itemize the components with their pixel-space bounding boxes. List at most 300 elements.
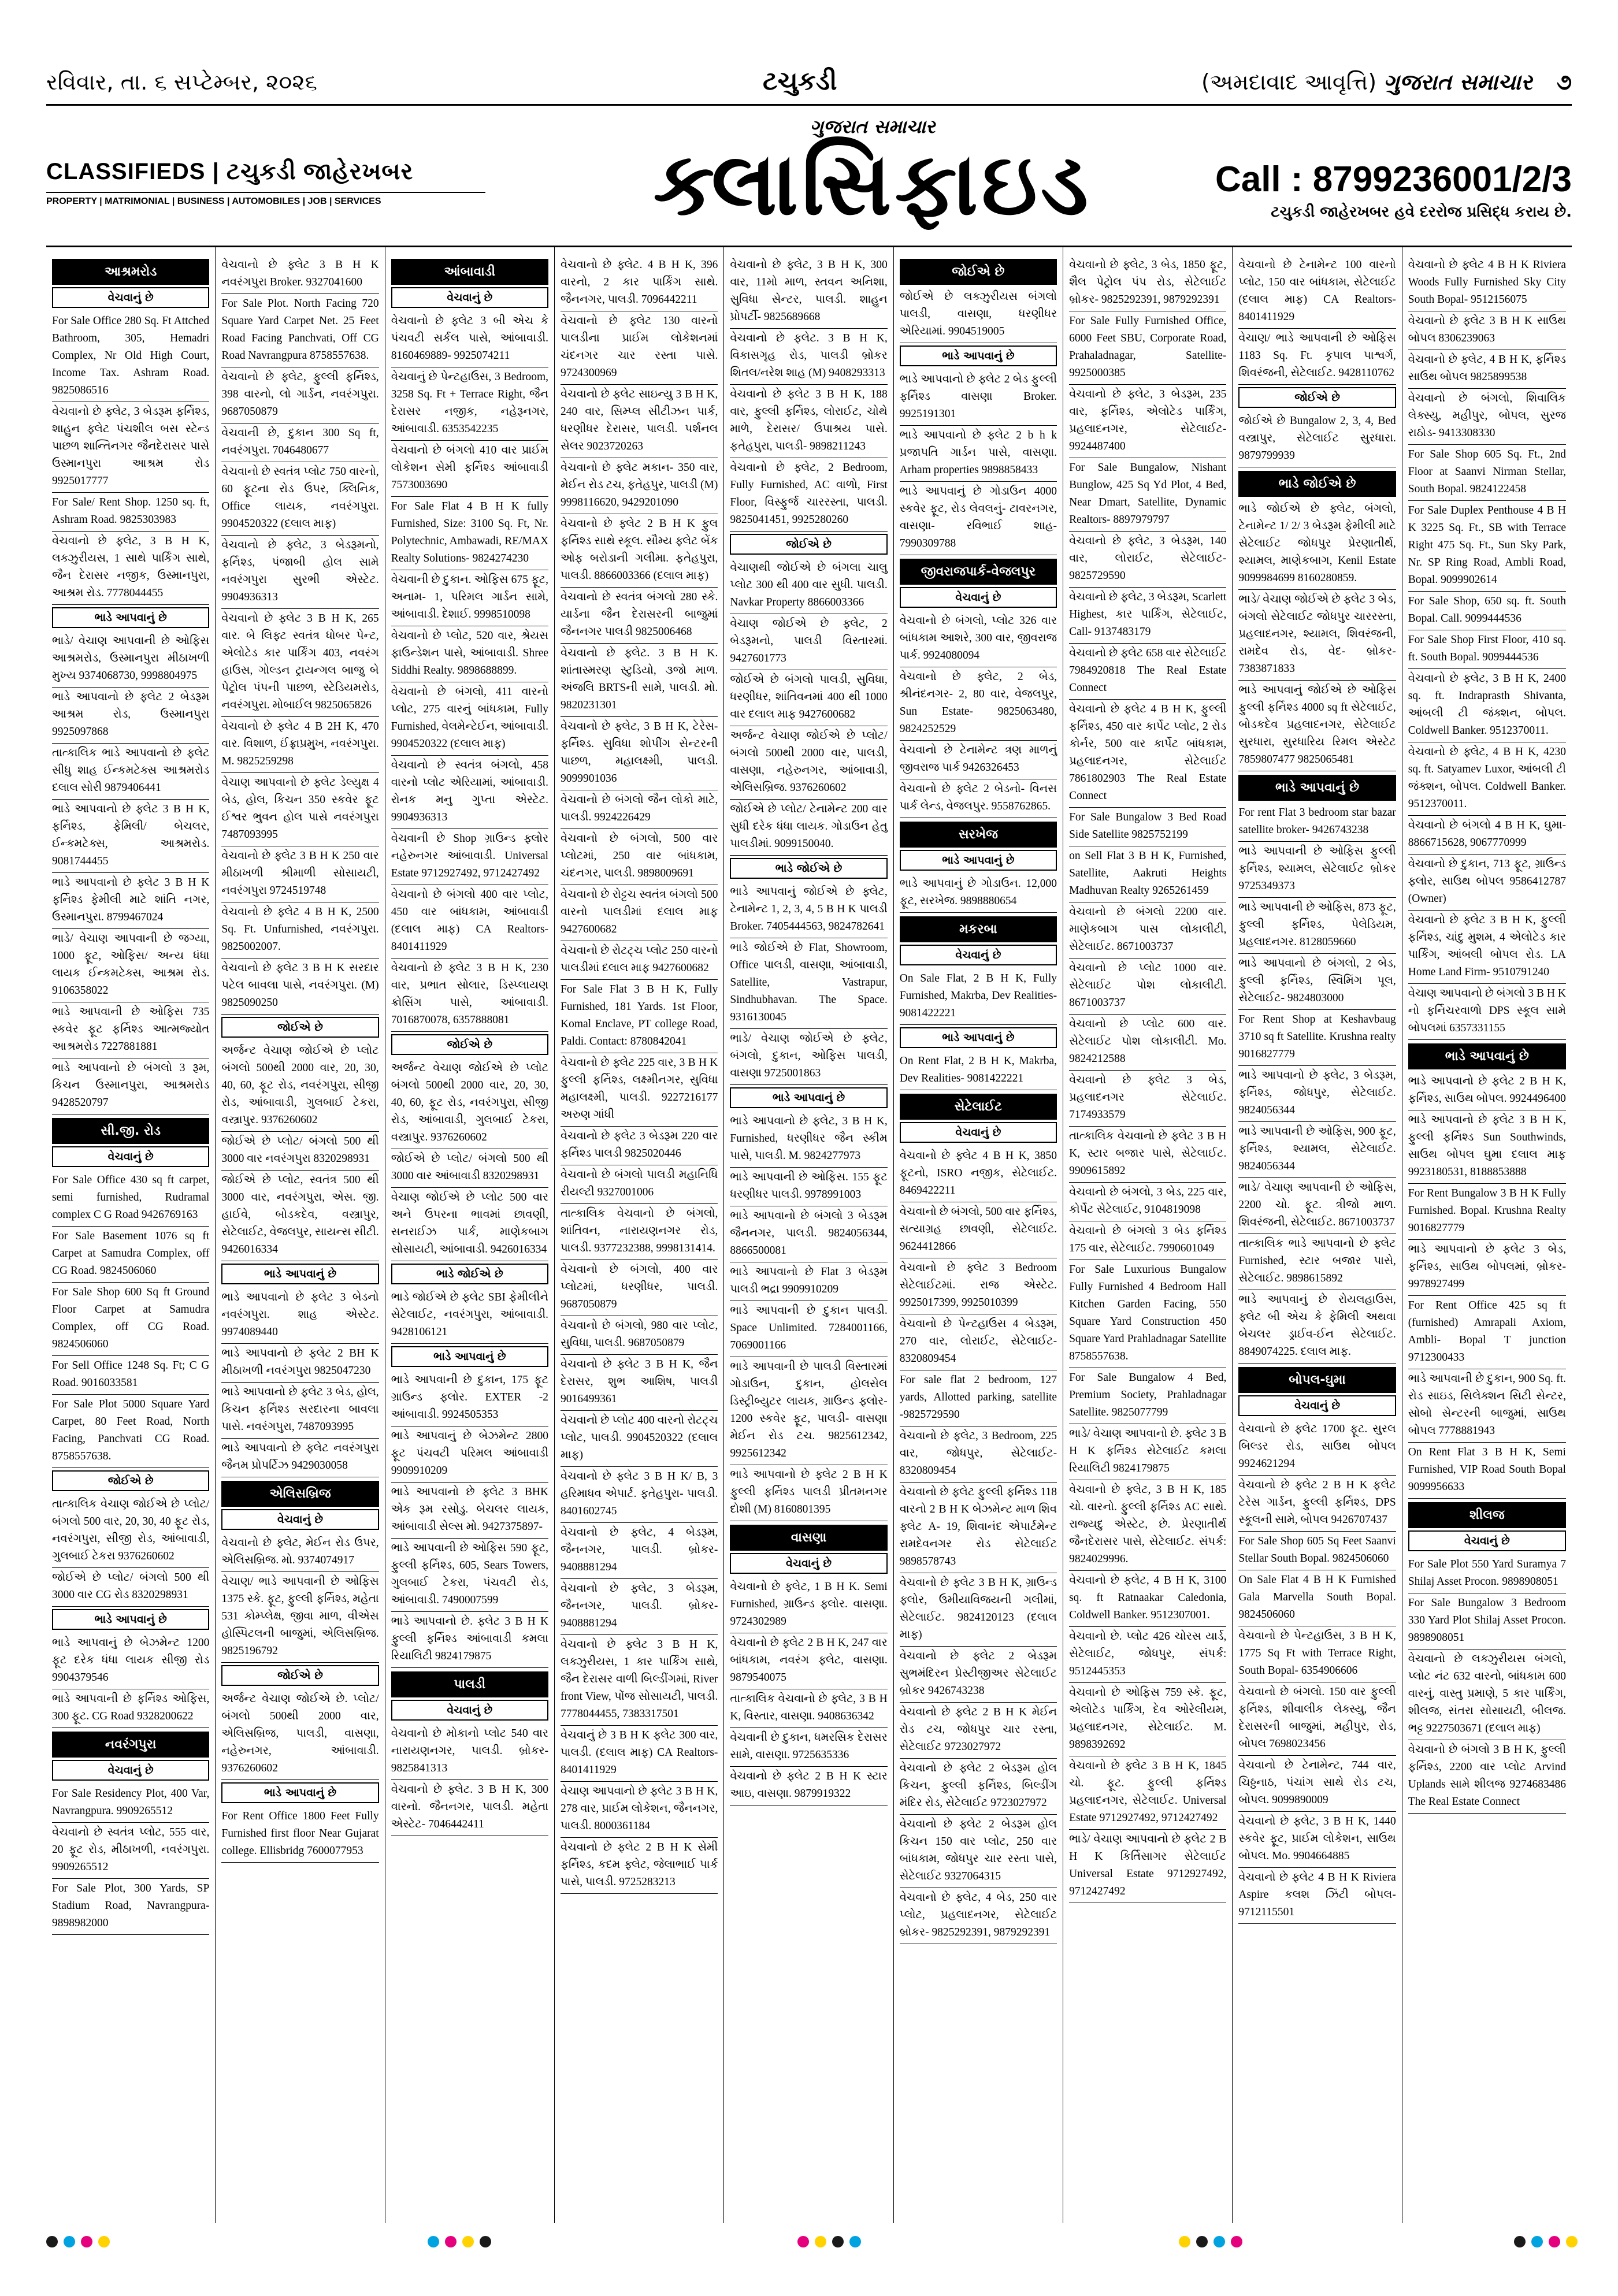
classified-ad: તાત્કાલિક વેચવાનો છે ફ્લેટ, 3 B H K, વિસ્તાર, વાસણા. 9408636342 xyxy=(730,1689,887,1728)
classified-ad: વેચવાનો છે ફ્લેટ 3 B H K/ B, 3 હરિમાધવ એપાર્ટ. ફતેહપુરા- પાલડી. 8401602745 xyxy=(561,1467,718,1523)
area-heading: શીલજ xyxy=(1408,1502,1566,1528)
area-heading: વાસણા xyxy=(730,1525,887,1551)
section-name: ટચુકડી xyxy=(763,66,837,96)
masthead-bar xyxy=(46,64,1572,106)
classified-ad: ભાડે આપવાનો છે બંગલો 3 રૂમ, કિચન ઉસ્માનપુરા, આશ્રમરોડ 9428520797 xyxy=(52,1058,209,1114)
classified-ad: ભાડે જોઈએ છે Flat, Showroom, Office પાલડી, વાસણા, આંબાવાડી, Satellite, Vastrapur, Sindhubhavan. The Space. 9316130045 xyxy=(730,938,887,1029)
classified-ad: વેચવાનો છે ફ્લેટ, 3 બેડરૂમ, જૈનનગર, પાલડી. બ્રોકર- 9408881294 xyxy=(561,1579,718,1635)
color-dots-2 xyxy=(428,2236,491,2247)
newspaper-brand: ગુજરાત સમાચાર xyxy=(1383,69,1532,95)
classified-ad: ભાડે આપવાની છે દુકાન પાલડી. Space Unlimited. 7284001166, 7069001166 xyxy=(730,1301,887,1357)
classified-ad: વેચવાનો છે ફ્લેટ, 3 B H K, 1440 સ્કવેર ફૂટ, પ્રાઈમ લોકેશન, સાઉથ બોપલ. Mo. 9904664885 xyxy=(1238,1812,1396,1868)
classified-ad: વેચવાનો છે બંગલો જૈન લોકો માટે, પાલડી. 9924226429 xyxy=(561,790,718,829)
registration-marks xyxy=(46,2236,1572,2259)
classified-ad: વેચવાનો છે બંગલો 400 વાર પ્લોટ, 450 વાર બાંધકામ, આંબાવાડી (દલાલ માફ) CA Realtors- 8401411929 xyxy=(391,885,548,958)
category-heading: વેચવાનું છે xyxy=(900,587,1057,608)
category-heading: જોઈએ છે xyxy=(221,1017,378,1038)
classified-ad: on Sell Flat 3 B H K, Furnished, Satellite, Aakruti Heights Madhuvan Realty 9265261459 xyxy=(1069,846,1226,902)
classified-ad: અર્જન્ટ વેચાણ જોઈએ છે પ્લોટ/ બંગલો 500થી 2000 વાર, પાલડી, વાસણા, નહેરુનગર, આંબાવાડી, એલિસબ્રિજ. 9376260602 xyxy=(730,726,887,800)
classified-ad: વેચવાનો છે બંગલો, 980 વાર પ્લોટ, સુવિધા, પાલડી. 9687050879 xyxy=(561,1316,718,1355)
classifieds-en: CLASSIFIEDS xyxy=(46,159,206,184)
ad-column xyxy=(894,247,1063,2223)
classified-ad: વેચવાનો છે ફ્લેટ, 4 B H K, 4230 sq. ft. Satyamev Luxor, આંબલી ટી જંક્શન, બોપલ. Coldwell Banker. 9512370011. xyxy=(1408,742,1566,816)
classified-ad: વેચવાનો છે ફ્લેટ સાઇન્યુ 3 B H K, 240 વાર, સિમ્પ્લ સીટીઝન પાર્ક, ધરણીધર દેરાસર, પાલડી. પર્શનલ સેલર 9023720263 xyxy=(561,385,718,458)
classified-ad: વેચવાનો છે બંગલો 2200 વાર. માણેકબાગ પાસ લોકાલીટી, સેટેલાઈટ. 8671003737 xyxy=(1069,902,1226,958)
daily-note: ટચુકડી જાહેરખબર હવે દરરોજ પ્રસિદ્ધ કરાય છે. xyxy=(1271,203,1572,221)
classified-ad: વેચવાનો છે બંગલો, 500 વાર પ્લોટમાં, 250 વાર બાંધકામ, ચંદનગર, પાલડી. 9898009691 xyxy=(561,829,718,885)
classified-ad: ભાડે આપવાની છે ઓફિસ 590 ફૂટ, ફુલ્લી ફર્નિશ્ડ, 605, Sears Towers, ગુલબાઈ ટેકરા, પંચવટી રોડ, આંબાવાડી. 7490007599 xyxy=(391,1539,548,1612)
classified-ad: વેચવાનો છે ફ્લેટ 3 B H K, ફુલ્લી ફર્નિશ્ડ, ચાંદુ મુશમ, 4 એલોટેડ કાર પાર્કિંગ, આંબલી બોપલ રોડ. LA Home Land Firm- 9510791240 xyxy=(1408,911,1566,984)
classified-ad: ભાડે આપવાનો છે ફ્લેટ 3 B H K, ફુલ્લી ફર્નિશ્ડ Sun Southwinds, સાઉથ બોપલ ઘુમા દલાલ માફ 9923180531, 8188853888 xyxy=(1408,1110,1566,1184)
classified-ad: ભાડે આપવાનો છે ફ્લેટ નવરંગપુરા જૈનમ પ્રોપર્ટિઝ 9429030058 xyxy=(221,1439,378,1477)
classified-ad: વેચવાનો છે ફ્લેટ 4 B H K, ફુલ્લી ફર્નિશ્ડ, 450 વાર કાર્પેટ પ્લોટ, 2 રોડ કોર્નર, 500 વાર કાર્પેટ બાંધકામ, પ્રહલાદનગર, સેટેલાઈટ 7861802903 The Real Estate Connect xyxy=(1069,700,1226,808)
magenta-dot xyxy=(1231,2236,1242,2247)
classified-ad: જોઈએ છે Bungalow 2, 3, 4, Bed વસ્ત્રાપુર, સેટેલાઈટ સુરધારા. 9879799939 xyxy=(1238,411,1396,467)
classified-ad: વેચવાનો છે ફ્લેટ 4 B H K, 2500 Sq. Ft. Unfurnished, નવરંગપુરા. 9825002007. xyxy=(221,902,378,958)
classified-ad: On Sale Flat 4 B H K Furnished Gala Marvella South Bopal. 9824506060 xyxy=(1238,1570,1396,1626)
classified-ad: For Sale Bungalow 3 Bedroom 330 Yard Plot Shilaj Asset Procon. 9898908051 xyxy=(1408,1593,1566,1649)
classified-ad: વેચવાનો છે ટેનામેન્ટ 100 વારનો પ્લોટ, 150 વાર બાંધકામ, સેટેલાઈટ (દલાલ માફ) CA Realtors- 8401411929 xyxy=(1238,255,1396,329)
classified-ad: વેચવાનો છે બંગલો 4 B H K, ઘુમા- 8866715628, 9067770999 xyxy=(1408,816,1566,855)
category-heading: વેચવાનું છે xyxy=(52,1760,209,1781)
classified-ad: For Sale Bungalow 4 Bed, Premium Society, Prahladnagar Satellite. 9825077799 xyxy=(1069,1368,1226,1424)
area-heading: નવરંગપુરા xyxy=(52,1732,209,1758)
category-heading: જોઈએ છે xyxy=(391,1034,548,1055)
classified-ad: ભાડે આપવાનો છે ફ્લેટ 3 બેડનો નવરંગપુરા. શાહ એસ્ટેટ. 9974089440 xyxy=(221,1288,378,1344)
color-dots-4 xyxy=(1179,2236,1242,2247)
classified-ad: ભાડે/ વેચાણ આપવાની છે ઓફિસ, 2200 ચો. ફૂટ. ત્રીજો માળ. શિવરંજની, સેટેલાઈટ. 8671003737 xyxy=(1238,1178,1396,1234)
classified-ad: વેચવાનો છે રોટટ્ચ પ્લોટ 250 વારનો પાલડીમાં દલાલ માફ 9427600682 xyxy=(561,941,718,980)
classified-ad: For Sale Plot 550 Yard Suramya 7 Shilaj Asset Procon. 9898908051 xyxy=(1408,1555,1566,1593)
category-heading: વેચવાનું છે xyxy=(391,287,548,308)
yellow-dot xyxy=(815,2236,826,2247)
black-dot xyxy=(480,2236,491,2247)
classified-ad: વેચવાનો છે ફ્લેટ 2 બેડરૂમ સુભમંદિરન પ્રેસ્ટીજીઅર સેટેલાઈટ બ્રોકર 9426743238 xyxy=(900,1647,1057,1703)
classified-ad: For Sale Plot 5000 Square Yard Carpet, 80 Feet Road, North Facing, Panchvati CG Road. 8758557638. xyxy=(52,1395,209,1468)
category-heading: ભાડે જોઈએ છે xyxy=(391,1264,548,1284)
classified-ad: For Rent Office 425 sq ft (furnished) Amrapali Axiom, Ambli- Bopal T junction 9712300433 xyxy=(1408,1296,1566,1369)
color-dots-1 xyxy=(46,2236,110,2247)
cyan-dot xyxy=(1531,2236,1543,2247)
classified-ad: તાત્કાલિક ભાડે આપવાનો છે ફ્લેટ સીધુ શાહ ઈન્કમટેક્સ આશ્રમરોડ દલાલ સોરી 9879406441 xyxy=(52,744,209,800)
classified-ad: ભાડે આપવાની છે ઓફિસ, 900 ફૂટ, ફર્નિશ્ડ, શ્યામલ, સેટેલાઈટ. 9824056344 xyxy=(1238,1122,1396,1178)
classified-ad: વેચવાનો છે ફ્લેટ, 1 B H K. Semi Furnished, ગ્રાઉન્ડ ફ્લોર. વાસણા. 9724302989 xyxy=(730,1577,887,1633)
classified-ad: ભાડે આપવાનો છે Flat 3 બેડરૂમ પાલડી ભદ્રા 9909910209 xyxy=(730,1262,887,1301)
ad-columns xyxy=(46,246,1572,2223)
classified-ad: વેચવાની છે, દુકાન 300 Sq ft, નવરંગપુરા. 7046480677 xyxy=(221,423,378,462)
classified-ad: વેચવાનો છે ફ્લેટ. 3 B H K, વિકાસગૃહ રોડ, પાલડી બ્રોકર શિતલ/નરેશ શાહ (M) 9408293313 xyxy=(730,329,887,385)
edition-label: (અમદાવાદ આવૃત્તિ) xyxy=(1201,69,1377,95)
classified-ad: વેચવાનો છે ફ્લેટ, 2 બેડ, શ્રીનંદનગર- 2, 80 વાર, વેજલપુર, Sun Estate- 9825063480, 9824252529 xyxy=(900,667,1057,741)
classified-ad: ભાડે આપવાનો છે ફ્લેટ 2 B H K ફુલ્લી ફર્નિશ્ડ પાલડી પ્રીતમનગર દોશી (M) 8160801395 xyxy=(730,1465,887,1521)
magenta-dot xyxy=(445,2236,457,2247)
classified-ad: વેચવાનો છે ફ્લેટ 2 બેડનો- વિનસ પાર્ક લેન્ડ, વેજલપુર. 9558762865. xyxy=(900,779,1057,818)
classified-ad: વેચવાનો છે ફ્લેટ. 3 B H K, 300 વારનો. જૈનનગર, પાલડી. મહેતા એસ્ટેટ- 7046442411 xyxy=(391,1780,548,1836)
classified-ad: વેચવાનો છે ફ્લેટ 658 વાર સેટેલાઈટ 7984920818 The Real Estate Connect xyxy=(1069,644,1226,700)
classified-ad: વેચવાનો છે ફ્લેટ 2 B H K ફલેટ ટેરેસ ગાર્ડન, ફુલ્લી ફર્નિશ્ડ, DPS સ્કૂલની સામે, બોપલ 9426707437 xyxy=(1238,1476,1396,1532)
classified-ad: ભાડે આપવાનો છે ફ્લેટ 3 B H K ફર્નિશ્ડ ફેમીલી માટે શાંતિ નગર, ઉસ્માનપુરા. 8799467024 xyxy=(52,873,209,929)
classified-ad: For Sale Flat 3 B H K, Fully Furnished, 181 Yards. 1st Floor, Komal Enclave, PT college Road, Paldi. Contact: 8780842041 xyxy=(561,980,718,1053)
classified-ad: વેચવાનો છે ફ્લેટ, 3 બેડરૂમ ફર્નિશ્ડ, શાહુન ફ્લેટ પંચશીલ બસ સ્ટેન્ડ પાછળ શાન્તિનગર જૈનદેરાસર પાસે ઉસ્માનપુરા આશ્રમ રોડ 9925017777 xyxy=(52,402,209,493)
classified-ad: વેચવાનો છે બંગલો. 150 વાર ફુલ્લી ફર્નિશ્ડ, શીવાલીક લેક્સ્યુ, જૈન દેરાસરની બાજુમાં, મહીપુર, રોડ, બોપલ 7698023456 xyxy=(1238,1682,1396,1756)
classified-ad: વેચવાનો છે ફ્લેટ 4 B H K, 3850 ફૂટનો, ISRO નજીક, સેટેલાઈટ. 8469422211 xyxy=(900,1146,1057,1202)
classified-ad: વેચવાનો છે બંગલો, શિવાલિક લેક્સ્યુ, મહીપુર, બોપલ, સુરજ રાઠોડ- 9413308330 xyxy=(1408,389,1566,445)
classified-ad: વેચવાનો છે ફ્લેટ. 3 B H K. શાંતાસ્મરણ સ્ટુડિયો, ૩જો માળ. અંજલિ BRTSની સામે, પાલડી. મો. 9820231301 xyxy=(561,644,718,717)
classified-ad: વેચવાનો છે રોટ્ટચ સ્વતંત્ર બંગલો 500 વારનો પાલડીમાં દલાલ માફ 9427600682 xyxy=(561,885,718,941)
classifieds-header xyxy=(46,116,1572,235)
classified-ad: For Sale Luxurious Bungalow Fully Furnished 4 Bedroom Hall Kitchen Garden Facing, 550 Square Yard Construction 450 Square Yard Prahladnagar Satellite 8758557638. xyxy=(1069,1260,1226,1368)
classified-ad: ભાડે આપવાનો છે ફ્લેટ 3 બેડ, ફર્નિશ્ડ, સાઉથ બોપલમાં, બ્રોકર- 9978927499 xyxy=(1408,1240,1566,1296)
classified-ad: વેચવાનો છે ફ્લેટ, 2 Bedroom, Fully Furnished, AC વાળો, First Floor, વિસ્ફુર્જ ચારરસ્તા, પાલડી. 9825041451, 9925280260 xyxy=(730,458,887,532)
classified-ad: વેચવાનો છે પ્લોટ, 520 વાર, શ્રેયસ ફાઉન્ડેશન પાસે, આંબાવાડી. Shree Siddhi Realty. 9898688899. xyxy=(391,626,548,682)
classified-ad: વેચવાનો છે સ્વતંત્ર પ્લોટ 750 વારનો, 60 ફૂટના રોડ ઉપર, ક્લિનિક, Office લાયક, નવરંગપુરા. 9904520322 (દલાલ માફ) xyxy=(221,462,378,536)
area-heading: જીવરાજપાર્ક-વેજલપુર xyxy=(900,559,1057,585)
classified-ad: વેચવાની છે દુકાન, ધમરસિક દેરાસર સામે, વાસણા. 9725635336 xyxy=(730,1728,887,1767)
classified-ad: વેચવાનો છે ફ્લેટ 3 બેડરૂમ 220 વાર ફર્નિશ્ડ પાલડી 9825020446 xyxy=(561,1127,718,1165)
classified-ad: વેચવાનો છે સ્વતંત્ર પ્લોટ, 555 વાર, 20 ફૂટ રોડ, મીઠાખળી, નવરંગપુરા. 9909265512 xyxy=(52,1823,209,1879)
classified-ad: વેચવાનો છે બંગલો 410 વાર પ્રાઈમ લોકેશન સેમી ફર્નિશ્ડ આંબાવાડી 7573003690 xyxy=(391,441,548,497)
classified-ad: વેચવાની છે Shop ગ્રાઉન્ડ ફ્લોર નહેરુનગર આંબાવાડી. Universal Estate 9712927492, 9712427492 xyxy=(391,829,548,885)
classified-ad: વેચવાનો છે ફ્લેટ 3 B H K, 188 વાર, ફુલ્લી ફર્નિશ્ડ, લોરાઈટ, ચોથે માળે, દેરાસર/ ઉપાશ્રય પાસે. ફતેહપુરા, પાલડી- 9898211243 xyxy=(730,385,887,458)
classified-ad: વેચવાનો છે ફ્લેટ, 3 બેડરૂમ, 235 વાર, ફર્નિશ્ડ, એલોટેડ પાર્કિંગ, પ્રહલાદનગર, સેટેલાઈટ- 9924487400 xyxy=(1069,385,1226,458)
classified-ad: તાત્કાલિક વેચાણ જોઈએ છે પ્લોટ/ બંગલો 500 વાર, 20, 30, 40 ફૂટ રોડ, નવરંગપુરા, સીજી રોડ, આંબાવાડી, ગુલબાઈ ટેકરા 9376260602 xyxy=(52,1495,209,1568)
classified-ad: વેચવાનો છે ફ્લેટ 2 B H K ફુલ ફર્નિશ્ડ સાથે સ્કૂલ. સૌમ્ય ફ્લેટ બેંક ઓફ બરોડાની ગલીમા. ફતેહપુરા, પાલડી. 8866003366 (દલાલ માફ) xyxy=(561,514,718,588)
classified-ad: વેચવાનો છે લક્ઝુરીયસ બંગલો, પ્લોટ નંટ 632 વારનો, બાંધકામ 600 વારનું, વાસ્તુ પ્રમાણે, 5 કાર પાર્કિંગ, શીલજ, સંતરા સોસાયટી, બીલજ. ભટ્ટ 9227503671 (દલાલ માફ) xyxy=(1408,1649,1566,1740)
classified-ad: વેચવાનો છે ફ્લેટ 3 B H K 250 વાર મીઠાખળી શ્રીમાળી સોસાયટી, નવરંગપુરા 9724519748 xyxy=(221,846,378,902)
category-heading: ભાડે આપવાનું છે xyxy=(900,850,1057,871)
classified-ad: ભાડે આપવાની છે દુકાન, 175 ફૂટ ગ્રાઉન્ડ ફ્લોર. EXTER -2 આંબાવાડી. 9924505353 xyxy=(391,1370,548,1426)
classified-ad: વેચવાનો છે ફ્લેટ, 4 બેડરૂમ, જૈનનગર, પાલડી. બ્રોકર- 9408881294 xyxy=(561,1523,718,1579)
ad-column xyxy=(555,247,724,2223)
black-dot xyxy=(46,2236,58,2247)
ad-column xyxy=(1402,247,1572,2223)
classified-ad: For Sale Shop 600 Sq ft Ground Floor Carpet at Samudra Complex, off CG Road. 9824506060 xyxy=(52,1283,209,1356)
category-heading: ભાડે આપવાનું છે xyxy=(391,1346,548,1367)
classified-ad: ભાડે આપવાનો છે ફ્લેટ 2 B H K, ફર્નિશ્ડ, સાઉથ બોપલ. 9924496400 xyxy=(1408,1072,1566,1110)
classified-ad: ભાડે જોઈએ છે ફ્લેટ SBI ફેમીલીને સેટેલાઈટ, નવરંગપુરા, આંબાવાડી. 9428106121 xyxy=(391,1288,548,1344)
classified-ad: ભાડે આપવાનો છે ફ્લેટ 2 બેડરૂમ આશ્રમ રોડ, ઉસ્માનપુરા 9925097868 xyxy=(52,688,209,744)
area-heading: સી.જી. રોડ xyxy=(52,1118,209,1144)
classified-ad: ભાડે આપવાનું છે બેઝમેન્ટ 1200 ફૂટ દરેક ધંધા લાયક સીજી રોડ 9904379546 xyxy=(52,1633,209,1689)
classified-ad: વેચવાનો છે ફ્લેટ 3 બેડ, પ્રહલાદનગર સેટેલાઈટ. 7174933579 xyxy=(1069,1071,1226,1127)
classified-ad: જોઈએ છે બંગલો પાલડી, સુવિધા, ધરણીધર, શાંતિવનમાં 400 થી 1000 વાર દલાલ માફ 9427600682 xyxy=(730,670,887,726)
classified-ad: વેચાણ આપવાનો છે ફ્લેટ 3 B H K, 278 વાર, પ્રાઈમ લોકેશન, જૈનનગર, પાલડી. 8000361184 xyxy=(561,1782,718,1838)
classified-ad: For Sale Office 430 sq ft carpet, semi furnished, Rudramal complex C G Road 9426769163 xyxy=(52,1171,209,1227)
classified-ad: વેચવાનો છે પ્લોટ 600 વાર. સેટેલાઈટ પોશ લોકાલીટી. Mo. 9824212588 xyxy=(1069,1015,1226,1071)
classified-ad: On Rent Flat, 2 B H K, Makrba, Dev Realities- 9081422221 xyxy=(900,1052,1057,1090)
classified-ad: વેચવાનો છે ફ્લેટ 2 B H K મેઈન રોડ ટચ, જોધપુર ચાર રસ્તા, સેટેલાઈટ 9723027972 xyxy=(900,1703,1057,1759)
classified-ad: ભાડે આપવાનો છે ફ્લેટ, 3 બેડરૂમ, ફર્નિશ્ડ, જોધપુર, સેટેલાઈટ. 9824056344 xyxy=(1238,1066,1396,1122)
classified-ad: વેચવાનો છે પેન્ટહાઉસ, 3 B H K, 1775 Sq Ft with Terrace Right, South Bopal- 6354906606 xyxy=(1238,1626,1396,1682)
classified-ad: વેચવાનો છે બંગલો, 500 વાર ફર્નિશ્ડ, સત્યાગ્રહ છાવણી, સેટેલાઈટ. 9624412866 xyxy=(900,1202,1057,1258)
classified-ad: For Sale Bungalow, Nishant Bunglow, 425 Sq Yd Plot, 4 Bed, Near Dmart, Satellite, Dynamic Realtors- 8897979797 xyxy=(1069,458,1226,532)
classified-ad: ભાડે આપવાનો છે. ફ્લેટ 3 B H K ફુલ્લી ફર્નિશ્ડ આંબાવાડી કમલા રિયાલિટી 9824179875 xyxy=(391,1612,548,1668)
classified-ad: વેચવાનો છે ફ્લેટ 3 B H K, 1845 ચો. ફૂટ. ફુલ્લી ફર્નિશ્ડ પ્રહલાદનગર, સેટેલાઈટ. Universal Estate 9712927492, 9712427492 xyxy=(1069,1756,1226,1830)
logo-title: ક્લાસિફાઇડ xyxy=(653,134,1092,235)
classified-ad: વેચવાનો છે ફ્લેટ 3 B H K, લક્ઝુરીયસ, 1 કાર પાર્કિંગ સાથે, જૈન દેરાસર વાળી બિલ્ડીંગમાં, River front View, પોંજ સોસાયટી, પાલડી. 7778044455, 7383317501 xyxy=(561,1635,718,1726)
classified-ad: વેચવાનો છે ફ્લેટ 3 Bedroom સેટેલાઈટમાં. રાજ એસ્ટેટ. 9925017399, 9925010399 xyxy=(900,1258,1057,1314)
classified-ad: તાત્કાલિક ભાડે આપવાનો છે ફ્લેટ Furnished, સ્ટાર બજાર પાસે, સેટેલાઈટ. 9898615892 xyxy=(1238,1234,1396,1290)
classified-ad: ભાડે આપવાનું છે ગોડાઉન 4000 સ્કવેર ફૂટ, રોડ લેવલનું- ટાવરનગર, વાસણા- રવિભાઈ શાહ- 7990309788 xyxy=(900,482,1057,555)
classified-ad: વેચવાનો છે ફ્લેટ 4 B H K Riviera Aspire કલશ ઝિંટી બોપલ- 9712115501 xyxy=(1238,1868,1396,1924)
classified-ad: ભાડે આપવાનો છે ફ્લેટ 2 BH K મીઠાખળી નવરંગપુરા 9825047230 xyxy=(221,1344,378,1383)
classified-ad: વેચવાનો છે ફ્લેટ 225 વાર, 3 B H K ફુલ્લી ફર્નિશ્ડ, લક્ષ્મીનગર, સુવિધા મહાલક્ષ્મી, પાલડી. 9227216177 અરુણ ગાંધી xyxy=(561,1053,718,1127)
classified-ad: વેચવાનો છે પ્લોટ 400 વારનો રોટટ્ચ પ્લોટ, પાલડી. 9904520322 (દલાલ માફ) xyxy=(561,1411,718,1467)
classified-ad: વેચવાનો છે ફ્લેટ, 3 બેડરૂમનો, ફર્નિશ્ડ, પંજાબી હોલ સામે નવરંગપુરા સુરભી એસ્ટેટ. 9904936313 xyxy=(221,536,378,609)
classified-ad: વેચવાનો છે ફ્લેટ 2 B H K, 247 વાર બાંધકામ, નવરંગ ફ્લેટ, વાસણા. 9879540075 xyxy=(730,1633,887,1689)
classified-ad: ભાડે આપવાનો છે ફ્લેટ 2 b h k પ્રજાપતિ ગાર્ડન પાસે, વાસણા. Arham properties 9898858433 xyxy=(900,426,1057,482)
classified-ad: વેચવાનો છે બંગલો 3 B H K, ફુલ્લી ફર્નિશ્ડ, 2200 વાર પ્લોટ Arvind Uplands સામે શીલજ 9274683486 The Real Estate Connect xyxy=(1408,1740,1566,1814)
classified-ad: For Sale Duplex Penthouse 4 B H K 3225 Sq. Ft., SB with Terrace Right 475 Sq. Ft., Sun Sky Park, Nr. SP Ring Road, Ambli Road, Bopal. 9099902614 xyxy=(1408,501,1566,592)
classified-ad: વેચવાનો છે બંગલો, 400 વાર પ્લોટમાં, ધરણીધર, પાલડી. 9687050879 xyxy=(561,1260,718,1316)
classified-ad: For Rent Shop at Keshavbaug 3710 sq ft Satellite. Krushna realty 9016827779 xyxy=(1238,1010,1396,1066)
call-number: Call : 8799236001/2/3 xyxy=(1215,159,1572,199)
classified-ad: વેચવાનો છે બંગલો, 3 બેડ, 225 વાર, કોર્પેટ સેટેલાઈટ, 9104819098 xyxy=(1069,1183,1226,1221)
classified-ad: વેચવાનો છે દુકાન, 713 ફૂટ, ગ્રાઉન્ડ ફ્લોર, સાઉથ બોપલ 9586412787 (Owner) xyxy=(1408,855,1566,911)
classified-ad: વેચવાનો છે ફ્લેટ 4 B H K Riviera Woods Fully Furnished Sky City South Bopal- 9512156075 xyxy=(1408,255,1566,311)
classified-ad: ભાડે આપવાની છે ઓફિસ 735 સ્કવેર ફૂટ ફર્નિશ્ડ આત્મજ્યોત આશ્રમરોડ 7227881881 xyxy=(52,1002,209,1058)
classified-ad: વેચવાનો છે ફ્લેટ 3 B H K, જૈન દેરાસર, શુભ આશિષ, પાલડી 9016499361 xyxy=(561,1355,718,1411)
classified-ad: For Sale Flat 4 B H K fully Furnished, Size: 3100 Sq. Ft, Nr. Polytechnic, Ambawadi, RE/MAX Realty Solutions- 9824274230 xyxy=(391,497,548,570)
classified-ad: On Rent Flat 3 B H K, Semi Furnished, VIP Road South Bopal 9099956633 xyxy=(1408,1443,1566,1499)
classified-ad: અર્જન્ટ વેચાણ જોઈએ છે પ્લોટ બંગલો 500થી 2000 વાર, 20, 30, 40, 60, ફૂટ રોડ, નવરંગપુરા, સીજી રોડ, આંબાવાડી, ગુલબાઈ ટેકરા, વસ્ત્રાપુર. 9376260602 xyxy=(221,1041,378,1132)
classified-ad: ભાડે આપવાની છે ઓફિસ ફુલ્લી ફર્નિશ્ડ, શ્યામલ, સેટેલાઈટ બ્રોકર 9725349373 xyxy=(1238,842,1396,898)
classified-ad: વેચવાનો છે બંગલો પાલડી મહાનિધિ રીયલ્ટી 9327001006 xyxy=(561,1165,718,1204)
classified-ad: For Rent Office 1800 Feet Fully Furnished first floor Near Gujarat college. Ellisbridg 7600077953 xyxy=(221,1807,378,1863)
classified-ad: ભાડે આપવાની છે ઓફિસ, 873 ફૂટ, ફુલ્લી ફર્નિશ્ડ, પેલેડિયમ, પ્રહલાદનગર. 8128059660 xyxy=(1238,898,1396,954)
classified-ad: વેચવાનો છે ફ્લેટ 2 બેડરૂમ હોલ કિચન, ફુલ્લી ફર્નિશ્ડ, બિલ્ડીંગ મંદિર રોડ, સેટેલાઈટ 9723027972 xyxy=(900,1759,1057,1815)
logo-brand: ગુજરાત સમાચાર xyxy=(810,116,936,138)
category-heading: વેચવાનું છે xyxy=(900,1122,1057,1143)
classified-ad: વેચવાનો છે ફ્લેટ, 4 બેડ, 250 વાર પ્લોટ, પ્રહલાદનગર, સેટેલાઈટ બ્રોકર- 9825292391, 9879292391 xyxy=(900,1888,1057,1944)
classified-ad: ભાડે આપવાનું છે બેઝમેન્ટ 2800 ફૂટ પંચવટી પરિમલ આંબાવાડી 9909910209 xyxy=(391,1426,548,1483)
category-heading: વેચવાનું છે xyxy=(1238,1395,1396,1416)
classified-ad: For Sale Shop 605 Sq. Ft., 2nd Floor at Saanvi Nirman Stellar, South Bopal. 9824122458 xyxy=(1408,445,1566,501)
classified-ad: વેચવાનો છે ટેનામેન્ટ, 744 વાર, ચિઠ્ઠનાઠ, પંચાંગ સાથે રોડ ટચ, બોપલ. 9099890009 xyxy=(1238,1756,1396,1812)
color-dots-3 xyxy=(797,2236,861,2247)
area-heading: એલિસબ્રિજ xyxy=(221,1481,378,1507)
ad-column xyxy=(216,247,385,2223)
category-list: PROPERTY | MATRIMONIAL | BUSINESS | AUTOMOBILES | JOB | SERVICES xyxy=(46,192,485,207)
ad-column xyxy=(46,247,216,2223)
category-heading: ભાડે આપવાનું છે xyxy=(52,607,209,628)
classified-ad: For Sale Plot. North Facing 720 Square Yard Carpet Net. 25 Feet Road Facing Panchvati, Off CG Road Navrangpura 8758557638. xyxy=(221,294,378,367)
classified-ad: જોઈએ છે પ્લોટ/ બંગલો 500 થી 3000 વાર CG રોડ 8320298931 xyxy=(52,1568,209,1607)
cyan-dot xyxy=(64,2236,75,2247)
classified-ad: ભાડે આપવાનો છે ફ્લેટ 3 બેડ, હોલ, કિચન ફર્નિશ્ડ સરદારના બાવલા પાસે. નવરંગપુરા, 7487093995 xyxy=(221,1383,378,1439)
category-heading: ભાડે આપવાનું છે xyxy=(730,1087,887,1108)
category-heading: ભાડે જોઈએ છે xyxy=(730,858,887,879)
classified-ad: વેચવાનો છે ફ્લેટ. 4 B H K, 396 વારનો, 2 કાર પાર્કિંગ સાથે. જૈનનગર, પાલડી. 7096442211 xyxy=(561,255,718,311)
category-heading: વેચવાનું છે xyxy=(52,287,209,308)
classified-ad: વેચવાનો છે ફ્લેટ 4 B 2H K, 470 વાર. વિશાળ, ઈંફ્રાપ્રમુખ, નવરંગપુરા. M. 9825259298 xyxy=(221,717,378,773)
classified-ad: ભાડે આપવાનો છે ફ્લેટ 2 બેડ ફુલ્લી ફર્નિશ્ડ વાસણા Broker. 9925191301 xyxy=(900,370,1057,426)
classified-ad: અર્જન્ટ વેચાણ જોઈએ છે. પ્લોટ/ બંગલો 500થી 2000 વાર, એલિસબ્રિજ, પાલડી, વાસણા, નહેરુનગર, આંબાવાડી. 9376260602 xyxy=(221,1689,378,1780)
classified-ad: વેચવાનો છે ફ્લેટ 2 B H K સેમી ફર્નિશ્ડ, કદમ ફ્લેટ, જેલાભાઈ પાર્ક પાસે, પાલડી. 9725283213 xyxy=(561,1838,718,1894)
classified-ad: ભાડે/ વેચાણ જોઈએ છે ફ્લેટ 3 બેડ, બંગલો સેટેલાઈટ જોધપુર ચારરસ્તા, પ્રહલાદનગર, શ્યામલ, શિવરંજની, રામદેવ રોડ, વેદ- બ્રોકર- 7383871833 xyxy=(1238,590,1396,681)
classified-ad: ભાડે આપવાનું જોઈએ છે ઓફિસ ફુલ્લી ફર્નિશ્ડ 4000 sq ft સેટેલાઈટ, બોડકદેવ પ્રહલાદનગર, સેટેલાઈટ સુરધારા, સુરધારિય રિમલ એસ્ટેટ 7859807477 9825065481 xyxy=(1238,681,1396,771)
classified-ad: વેચવાનું છે પેન્ટહાઉસ, 3 Bedroom, 3258 Sq. Ft + Terrace Right, જૈન દેરાસર નજીક, નહેરૂનગર, આંબાવાડી. 6353542235 xyxy=(391,367,548,441)
classified-ad: વેચવાનો છે પ્લોટ 1000 વાર. સેટેલાઈટ પોશ લોકાલીટી. 8671003737 xyxy=(1069,958,1226,1015)
cyan-dot xyxy=(1214,2236,1225,2247)
category-heading: વેચવાનું છે xyxy=(900,945,1057,965)
classified-ad: વેચવાનો છે ફ્લેટ, 3 B H K, 300 વાર, 11મો માળ, સ્તવન અનિશા, સુવિધા સેન્ટર, પાલડી. શાહુન પ્રોપર્ટી- 9825689668 xyxy=(730,255,887,329)
classified-ad: ભાડે આપવાની છે પાલડી વિસ્તારમાં ગોડાઉન, દુકાન, હોલસેલ ડિસ્ટ્રીબ્યુટર લાયક, ગ્રાઉન્ડ ફ્લોર- 1200 સ્કવેર ફૂટ, પાલડી- વાસણા મેઈન રોડ ટચ. 9825612342, 9925612342 xyxy=(730,1357,887,1465)
classified-ad: વેચવાનું છે 3 B H K ફ્લેટ 300 વાર, પાલડી. (દલાલ માફ) CA Realtors- 8401411929 xyxy=(561,1726,718,1782)
issue-date: રવિવાર, તા. ૬ સપ્ટેમ્બર, ૨૦૨૬ xyxy=(46,69,317,95)
classified-ad: For Sell Office 1248 Sq. Ft; C G Road. 9016033581 xyxy=(52,1356,209,1395)
classified-ad: વેચવાનો છે ફ્લેટ, 3 બેડરૂમ, 140 વાર, લોરાઈટ, સેટેલાઈટ- 9825729590 xyxy=(1069,532,1226,588)
area-heading: મકરબા xyxy=(900,916,1057,942)
classified-ad: વેચવાનો છે મોકાનો પ્લોટ 540 વાર નારાયણનગર, પાલડી. બ્રોકર- 9825841313 xyxy=(391,1724,548,1780)
ad-column xyxy=(724,247,893,2223)
area-heading: સરખેજ xyxy=(900,822,1057,848)
classified-ad: વેચવાનો છે ફ્લેટ 3 બી એચ કે પંચવટી સર્કલ પાસે, આંબાવાડી. 8160469889- 9925074211 xyxy=(391,311,548,367)
classified-ad: વેચવાનો છે ફ્લેટ, મેઈન રોડ ઉપર, એલિસબ્રિજ. મો. 9374074917 xyxy=(221,1533,378,1572)
classified-ad: For Sale Bungalow 3 Bed Road Side Satellite 9825752199 xyxy=(1069,808,1226,846)
ad-column xyxy=(1063,247,1233,2223)
color-dots-5 xyxy=(1514,2236,1578,2247)
area-heading: ભાડે જોઈએ છે xyxy=(1238,471,1396,497)
classified-ad: વેચવાની છે દુકાન. ઓફિસ 675 ફૂટ, અનામ- 1, પરિમલ ગાર્ડન સામે, આંબાવાડી. દેશાઈ. 9998510098 xyxy=(391,570,548,626)
classified-ad: ભાડે આપવાનો છે ફ્લેટ 3 B H K, ફર્નિશ્ડ, ફેમિલી/ બેચલર, ઈન્કમટેક્સ, આશ્રમરોડ. 9081744455 xyxy=(52,800,209,873)
classified-ad: વેચવાનો છે ફ્લેટ 3 B H K નવરંગપુરા Broker. 9327041600 xyxy=(221,255,378,294)
classified-ad: વેચવાનો છે ફ્લેટ, 3 બેડરૂમ, Scarlett Highest, કાર પાર્કિંગ, સેટેલાઈટ, Call- 9137483179 xyxy=(1069,588,1226,644)
category-heading: જોઈએ છે xyxy=(221,1665,378,1686)
classified-ad: For Sale Basement 1076 sq ft Carpet at Samudra Complex, off CG Road. 9824506060 xyxy=(52,1227,209,1283)
black-dot xyxy=(1196,2236,1208,2247)
classified-ad: વેચવાનો છે ફ્લેટ 3 B H K સરદાર પટેલ બાવલા પાસે, નવરંગપુરા. (M) 9825090250 xyxy=(221,958,378,1015)
classified-ad: અર્જન્ટ વેચાણ જોઈએ છે પ્લોટ બંગલો 500થી 2000 વાર, 20, 30, 40, 60, ફૂટ રોડ, નવરંગપુરા, સીજી રોડ, આંબાવાડી, ગુલબાઈ ટેકરા, વસ્ત્રાપુર. 9376260602 xyxy=(391,1058,548,1149)
yellow-dot xyxy=(1179,2236,1190,2247)
classified-ad: For Sale Shop First Floor, 410 sq. ft. South Bopal. 9099444536 xyxy=(1408,630,1566,669)
classified-ad: ભાડે આપવાની છે ફર્નિશ્ડ ઓફિસ, 300 ફૂટ. CG Road 9328200622 xyxy=(52,1689,209,1728)
classified-ad: For Sale/ Rent Shop. 1250 sq. ft, Ashram Road. 9825303983 xyxy=(52,493,209,532)
classified-ad: ભાડે/ વેચાણ આપવાનો છે ફ્લેટ 2 B H K કિર્તિસાગર સેટેલાઈટ Universal Estate 9712927492, 9712427492 xyxy=(1069,1830,1226,1903)
classified-ad: વેચવાનો છે. પ્લોટ 426 ચોરસ યાર્ડ, સેટેલાઈટ, જોધપુર, સંપર્ક: 9512445353 xyxy=(1069,1627,1226,1683)
classified-ad: વેચવાનો છે ફ્લેટ, 3 B H K, ટેરેસ- ફર્નિશ્ડ. સુવિધા શોપીંગ સેન્ટરની પાછળ, મહાલક્ષ્મી, પાલડી. 9099901036 xyxy=(561,717,718,790)
classified-ad: વેચવાનો છે ફ્લેટ 1700 ફૂટ. સુરલ બિલ્ડર રોડ, સાઉથ બોપલ 9924621294 xyxy=(1238,1420,1396,1476)
category-heading: વેચવાનું છે xyxy=(52,1146,209,1167)
classified-ad: ભાડે જોઈએ છે ફ્લેટ, બંગલો, ટેનામેન્ટ 1/ 2/ 3 બેડરૂમ ફેમીલી માટે સેટેલાઈટ જોધપુર પ્રેરણાતીર્થ, શ્યામલ, માણેકબાગ, Kenil Estate 9099984699 8160280859. xyxy=(1238,499,1396,590)
category-heading: ભાડે આપવાનું છે xyxy=(221,1782,378,1803)
classified-ad: વેચવાનો છે સ્વતંત્ર બંગલો 280 સ્કે. યાર્ડના જૈન દેરાસરની બાજુમાં જૈનનગર પાલડી 9825006468 xyxy=(561,588,718,644)
classified-ad: વેચવાનો છે ફ્લેટ, 3 B H K, 2400 sq. ft. Indraprasth Shivanta, આંબલી ટી જંક્શન, બોપલ. Coldwell Banker. 9512370011. xyxy=(1408,669,1566,742)
classified-ad: વેચાણથી જોઈએ છે બંગલા ચાલુ પ્લોટ 300 થી 400 વાર સુધી. પાલડી. Navkar Property 8866003366 xyxy=(730,558,887,614)
magenta-dot xyxy=(797,2236,809,2247)
classified-ad: જોઈએ છે લક્ઝુરીયસ બંગલો પાલડી, વાસણા, ધરણીધર એરિયામાં. 9904519005 xyxy=(900,287,1057,343)
classified-ad: વેચવાનો છે ફ્લેટ 2 B H K સ્ટાર આઇ, વાસણા. 9879919322 xyxy=(730,1767,887,1805)
classified-ad: ભાડે આપવાનું છે ગોડાઉન. 12,000 ફૂટ, સરખેજ. 9898880654 xyxy=(900,874,1057,913)
classified-ad: વેચાણ જોઈએ છે ફ્લેટ, 2 બેડરૂમનો, પાલડી વિસ્તારમાં. 9427601773 xyxy=(730,614,887,670)
classified-ad: જોઈએ છે પ્લોટ/ બંગલો 500 થી 3000 વાર નવરંગપુરા 8320298931 xyxy=(221,1132,378,1171)
area-heading: આંબાવાડી xyxy=(391,259,548,285)
category-heading: વેચવાનું છે xyxy=(1408,1530,1566,1551)
area-heading: સેટેલાઈટ xyxy=(900,1094,1057,1120)
classified-ad: For Sale Residency Plot, 400 Var, Navrangpura. 9909265512 xyxy=(52,1784,209,1823)
area-heading: બોપલ-ઘુમા xyxy=(1238,1367,1396,1393)
classifieds-gu: ટચુકડી જાહેરખબર xyxy=(226,159,414,184)
classifieds-logo xyxy=(572,116,1173,235)
classified-ad: વેચવાનો છે ફ્લેટ, 4 B H K, ફર્નિશ્ડ સાઉથ બોપલ 9825899538 xyxy=(1408,350,1566,389)
category-heading: ભાડે આપવાનું છે xyxy=(900,1027,1057,1048)
classified-ad: વેચવાનો છે ફ્લેટ 3 B H K, ગ્રાઉન્ડ ફ્લોર, ઉમીયાવિજયની ગલીમાં, સેટેલાઈટ. 9824120123 (દલાલ માફ) xyxy=(900,1573,1057,1647)
classified-ad: વેચવાનો છે ટેનામેન્ટ ત્રણ માળનું જીવરાજ પાર્ક 9426326453 xyxy=(900,741,1057,779)
classified-ad: જોઈએ છે પ્લોટ, સ્વતંત્ર 500 થી 3000 વાર, નવરંગપુરા, એસ. જી. હાઈવે, બોડકદેવ, વસ્ત્રાપુર, સેટેલાઈટ, વેજલપુર, સાયન્સ સીટી. 9426016334 xyxy=(221,1171,378,1261)
classified-ad: For Sale Shop, 650 sq. ft. South Bopal. Call. 9099444536 xyxy=(1408,592,1566,630)
category-heading: વેચવાનું છે xyxy=(730,1553,887,1574)
classified-ad: વેચવાનો છે ફ્લેટ, 3 B H K, લક્ઝુરીયસ, 1 સાથે પાર્કિંગ સાથે, જૈન દેરાસર નજીક, ઉસ્માનપુરા, આશ્રમ રોડ. 7778044455 xyxy=(52,532,209,605)
classified-ad: For Sale Plot, 300 Yards, SP Stadium Road, Navrangpura- 9898982000 xyxy=(52,1879,209,1935)
ad-column xyxy=(385,247,555,2223)
cyan-dot xyxy=(428,2236,439,2247)
classified-ad: વેચવાનો છે ઓફિસ 759 સ્કે. ફૂટ, એલોટેડ પાર્કિંગ, દેવ ઓરેલીયમ, પ્રહલાદનગર, સેટેલાઈટ. M. 9898392692 xyxy=(1069,1683,1226,1756)
classified-ad: ભાડે આપવાનો છે ફ્લેટ, 3 B H K, Furnished, ધરણીધર જૈન સ્કીમ પાસે, પાલડી. M. 9824277973 xyxy=(730,1112,887,1168)
classified-ad: On Sale Flat, 2 B H K, Fully Furnished, Makrba, Dev Realities- 9081422221 xyxy=(900,969,1057,1025)
classified-ad: વેચવાનો છે ફ્લેટ 3 B H K સાઉથ બોપલ 8306239063 xyxy=(1408,311,1566,350)
area-heading: જોઈએ છે xyxy=(900,259,1057,285)
black-dot xyxy=(1514,2236,1526,2247)
classified-ad: વેચવાનો છે ફ્લેટ 3 B H K, 230 વાર, પ્રભાત સોલાર, ડિસ્પ્લાયણ ક્રોસિંગ પાસે, આંબાવાડી. 7016870078, 6357888081 xyxy=(391,958,548,1032)
classified-ad: For rent Flat 3 bedroom star bazar satellite broker- 9426743238 xyxy=(1238,803,1396,842)
area-heading: ભાડે આપવાનું છે xyxy=(1408,1043,1566,1069)
classified-ad: વેચવાનો છે ફ્લેટ મકાન- 350 વાર, મેઈન રોડ ટચ, ફતેહપુર, પાલડી (M) 9998116620, 9429201090 xyxy=(561,458,718,514)
classified-ad: For Sale Shop 605 Sq Feet Saanvi Stellar South Bopal. 9824506060 xyxy=(1238,1532,1396,1570)
classified-ad: ભાડે/ વેચાણ આપવાની છે જગ્યા, 1000 ફૂટ, ઓફિસ/ અન્ય ધંધા લાયક ઈન્કમટેક્સ, આશ્રમ રોડ. 9106358022 xyxy=(52,929,209,1002)
classified-ad: વેચાણ આપવાનો છે બંગલો 3 B H K નો ફર્નિચરવાળો DPS સ્કૂલ સામે બોપલમાં 6357331155 xyxy=(1408,984,1566,1040)
classified-ad: વેચવાનો છે ફ્લેટ ફુલ્લી ફર્નિશ્ડ 118 વારનો 2 B H K બેઝમેન્ટ માળ શિવ ફ્લેટ A- 19, શિવાનંદ એપાર્ટમેન્ટ રામદેવનગર રોડ સેટેલાઈટ 9898578743 xyxy=(900,1483,1057,1573)
classified-ad: વેચવાનો છે ફ્લેટ, 3 B H K, 185 ચો. વારનો. ફુલ્લી ફર્નિશ્ડ AC સાથે. રાજ્યદુ એસ્ટેટ, છે. પ્રેરણાતીર્થ જૈનદેરાસર પાસે, સેટેલાઈટ. સંપર્ક: 9824029996. xyxy=(1069,1480,1226,1571)
classified-ad: વેચવાનો છે ફ્લેટ, ફુલ્લી ફર્નિશ્ડ, 398 વારનો, લો ગાર્ડન, નવરંગપુરા. 9687050879 xyxy=(221,367,378,423)
contact-info xyxy=(1215,159,1572,221)
classifieds-label: CLASSIFIEDS | ટચુકડી જાહેરખબર PROPERTY | MATRIMONIAL | BUSINESS | AUTOMOBILES | JOB | SERVICES xyxy=(46,159,485,207)
yellow-dot xyxy=(1566,2236,1578,2247)
classified-ad: ભાડે આપવાનો છે ફ્લેટ 3 BHK એક રૂમ રસોડુ. બેચલર લાયક, આંબાવાડી સેલ્સ મો. 9427375897- xyxy=(391,1483,548,1539)
category-heading: ભાડે આપવાનું છે xyxy=(900,345,1057,366)
classified-ad: વેચવાનો છે બંગલો 3 બેડ ફર્નિશ્ડ 175 વાર, સેટેલાઈટ. 7990601049 xyxy=(1069,1221,1226,1260)
category-heading: જોઈએ છે xyxy=(52,1470,209,1491)
classified-ad: ભાડે આપવાનું છે રોયલહાઉસ, ફ્લેટ બી એચ કે ફેમિલી અથવા બેચલર ડ્રાઈવ-ઈન સેટેલાઈટ. 8849074225. દલાલ માફ. xyxy=(1238,1290,1396,1364)
classified-ad: વેચાણ જોઈએ છે પ્લોટ 500 વાર અને ઉપરના ભાવમાં છાવણી, સનરાઈઝ પાર્ક, માણેકબાગ સોસાયટી, આંબાવાડી. 9426016334 xyxy=(391,1188,548,1261)
classified-ad: વેચાણ/ ભાડે આપવાની છે ઓફિસ 1183 Sq. Ft. કૃપાલ પાશ્વર્ગ, શિવરંજની, સેટેલાઈટ. 9428110762 xyxy=(1238,329,1396,385)
classified-ad: ભાડે આપવાનો છે બંગલો 3 બેડરૂમ જૈનનગર, પાલડી. 9824056344, 8866500081 xyxy=(730,1206,887,1262)
yellow-dot xyxy=(98,2236,110,2247)
classified-ad: ભાડે/ વેચાણ આપવાની છે ઓફિસ આશ્રમરોડ, ઉસ્માનપુરા મીઠાખળી મુખ્ય 9374068730, 9998804975 xyxy=(52,631,209,688)
classified-ad: વેચવાનો છે બંગલો, 411 વારનો પ્લોટ, 275 વારનું બાંધકામ, Fully Furnished, વેલમેન્ટેઈન, આંબાવાડી. 9904520322 (દલાલ માફ) xyxy=(391,682,548,756)
classified-ad: વેચવાનો છે સ્વતંત્ર બંગલો, 458 વારનો પ્લોટ એરિયામાં, આંબાવાડી. રોનક મનુ ગુપ્તા એસ્ટેટ. 9904936313 xyxy=(391,756,548,829)
classified-ad: For sale flat 2 bedroom, 127 yards, Allotted parking, satellite -9825729590 xyxy=(900,1370,1057,1426)
classified-ad: જોઈએ છે પ્લોટ/ બંગલો 500 થી 3000 વાર આંબાવાડી 8320298931 xyxy=(391,1149,548,1188)
classified-ad: ભાડે/ વેચાણ જોઈએ છે ફ્લેટ, બંગલો, દુકાન, ઓફિસ પાલડી, વાસણા 9725001863 xyxy=(730,1029,887,1085)
classified-ad: વેચવાનો છે ફ્લેટ 130 વારનો પાલડીના પ્રાઈમ લોકેશનમાં ચંદનગર ચાર રસ્તા પાસે. 9724300969 xyxy=(561,311,718,385)
classified-ad: ભાડે આપવાની છે ઓફિસ. 155 ફૂટ ધરણીધર પાલડી. 9978991003 xyxy=(730,1168,887,1206)
classified-ad: ભાડે આપવાની છે દુકાન, 900 Sq. ft. રોડ સાઇડ, સિલેક્શન સિટી સેન્ટર, સોબો સેન્ટરની બાજુમાં, સાઉથ બોપલ 7778881943 xyxy=(1408,1369,1566,1443)
classified-ad: વેચવાનો છે ફ્લેટ 3 B H K, 265 વાર. બે લિફ્ટ સ્વતંત્ર ધોબર પેન્ટ, એલોટેડ કાર પાર્કિંગ 403, નવરંગ હાઉસ, ગોલ્ડન ટ્રાયન્ગલ બાજુ બે પેટ્રોલ પંપની પાછળ, સ્ટેડિયમરોડ, નવરંગપુરા. મોબાઈલ 9825065826 xyxy=(221,609,378,717)
classified-ad: For Sale Fully Furnished Office, 6000 Feet SBU, Corporate Road, Prahaladnagar, Satellite- 9925000385 xyxy=(1069,311,1226,385)
classified-ad: વેચાણ આપવાનો છે ફ્લેટ ડેલ્યુક્ષ 4 બેડ, હોલ, કિચન 350 સ્કવેર ફૂટ ઈશ્વર ભુવન હોલ પાસે નવરંગપુરા 7487093995 xyxy=(221,773,378,846)
page-number: ૭ xyxy=(1556,69,1572,95)
ad-column xyxy=(1233,247,1402,2223)
classified-ad: તાત્કાલિક વેચવાનો છે ફ્લેટ 3 B H K, સ્ટાર બજાર પાસે, સેટેલાઈટ. 9909615892 xyxy=(1069,1127,1226,1183)
classified-ad: વેચવાનો છે ફ્લેટ 2 બેડરૂમ હોલ કિચન 150 વાર પ્લોટ, 250 વાર બાંધકામ, જોધપુર ચાર રસ્તા પાસે, સેટેલાઈટ 9327064315 xyxy=(900,1815,1057,1888)
area-heading: પાલડી xyxy=(391,1671,548,1697)
magenta-dot xyxy=(81,2236,92,2247)
yellow-dot xyxy=(462,2236,474,2247)
magenta-dot xyxy=(1549,2236,1560,2247)
area-heading: આશ્રમરોડ xyxy=(52,259,209,285)
edition-info xyxy=(1201,69,1572,95)
classified-ad: વેચવાનો છે ફ્લેટ, 3 બેડ, 1850 ફૂટ, શૈલ પેટ્રોલ પંપ રોડ, સેટેલાઈટ બ્રોકર- 9825292391, 9879292391 xyxy=(1069,255,1226,311)
